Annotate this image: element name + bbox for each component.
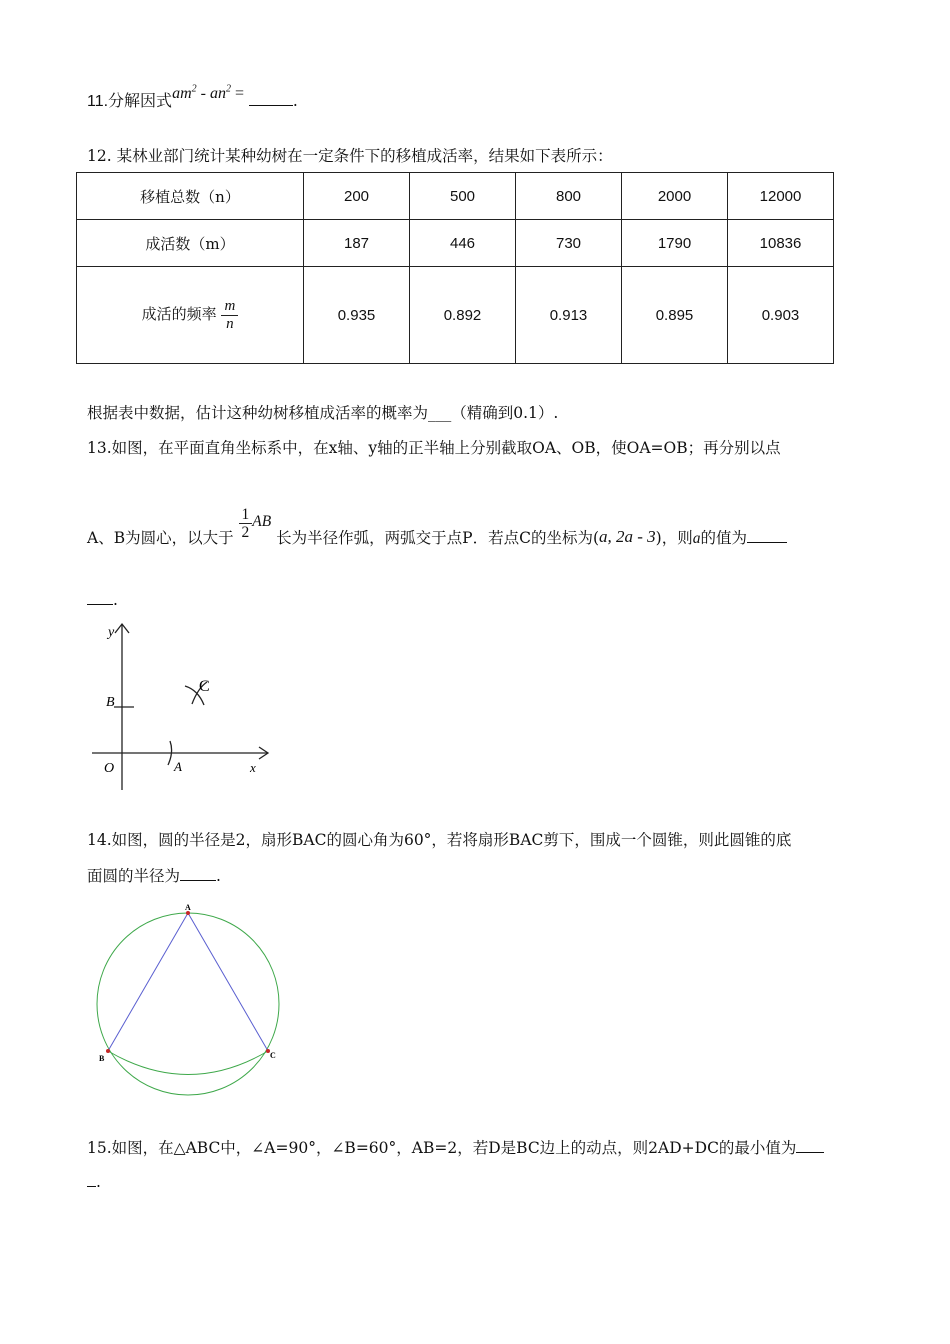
- table-cell: 0.903: [728, 267, 834, 364]
- q13-coord: a, 2a - 3: [599, 526, 656, 546]
- fig-b-label: B: [106, 695, 115, 710]
- table-cell: 1790: [622, 220, 728, 267]
- q13-answer-blank: [747, 528, 787, 543]
- frac-2: 2: [241, 524, 250, 542]
- q11-equals: =: [234, 85, 244, 102]
- q14-figure: [90, 902, 290, 1102]
- table-cell: 0.895: [622, 267, 728, 364]
- q13-figure: [86, 618, 286, 798]
- circle: [97, 913, 279, 1095]
- q12-intro: 12. 某林业部门统计某种幼树在一定条件下的移植成活率，结果如下表所示：: [87, 147, 613, 165]
- q13-line2-b: 长为半径作弧，两弧交于点P．若点C的坐标为(: [276, 528, 599, 547]
- q15-answer-blank-cont: [87, 1172, 96, 1187]
- q11-answer-blank: [249, 91, 293, 106]
- q13-line3: [87, 590, 118, 609]
- frac-1: 1: [239, 506, 253, 524]
- q15-line1: [87, 1136, 824, 1158]
- q13-ab: AB: [252, 512, 272, 530]
- q11-an: an: [209, 85, 226, 102]
- q13-answer-blank-cont: [87, 590, 113, 605]
- table-cell: 446: [410, 220, 516, 267]
- q11-line: [87, 83, 298, 111]
- row2-label: 成活数（m）: [77, 220, 304, 267]
- row3-label: 成活的频率: [141, 305, 217, 323]
- q11-end: .: [292, 92, 298, 110]
- row3-label-cell: [77, 267, 304, 364]
- q11-minus: -: [200, 85, 206, 102]
- q13-line2-a: A、B为圆心，以大于: [87, 528, 234, 547]
- frac-n: n: [226, 315, 234, 332]
- q13-line2: [87, 506, 787, 547]
- table-cell: 500: [410, 173, 516, 220]
- table-row: [77, 267, 834, 364]
- q14-line2-end: .: [216, 867, 221, 885]
- q11-label: 11.分解因式: [87, 93, 173, 110]
- fig-y-label: y: [108, 625, 115, 640]
- q15-answer-blank: [796, 1138, 824, 1153]
- table-cell: 10836: [728, 220, 834, 267]
- fig-c-label: C: [199, 678, 210, 695]
- q14-line1: 14.如图，圆的半径是2，扇形BAC的圆心角为60°，若将扇形BAC剪下，围成一个圆锥，则此圆锥的底: [87, 831, 792, 849]
- fig-c-label: C: [270, 1051, 276, 1060]
- q14-answer-blank: [180, 866, 216, 881]
- q13-fraction: [239, 506, 253, 541]
- table-cell: 0.913: [516, 267, 622, 364]
- q12-table: [76, 172, 834, 364]
- fig-o-label: O: [104, 761, 115, 776]
- sector-sides: [108, 913, 268, 1051]
- q13-var-a: a: [692, 529, 701, 547]
- q15-line2-end: .: [96, 1173, 101, 1191]
- q13-line2-c: )，则: [655, 528, 693, 547]
- fig-a-label: A: [185, 903, 191, 912]
- table-cell: 200: [304, 173, 410, 220]
- row3-fraction: [221, 298, 238, 332]
- q14-line2-text: 面圆的半径为: [87, 867, 181, 885]
- table-cell: 2000: [622, 173, 728, 220]
- q11-am: am: [172, 85, 192, 102]
- table-cell: 187: [304, 220, 410, 267]
- table-row: [77, 220, 834, 267]
- table-cell: 0.935: [304, 267, 410, 364]
- q13-line2-d: 的值为: [700, 528, 747, 547]
- q12-after: 根据表中数据，估计这种幼树移植成活率的概率为___（精确到0.1）.: [87, 404, 559, 422]
- table-cell: 730: [516, 220, 622, 267]
- table-row: [77, 173, 834, 220]
- frac-m: m: [221, 298, 238, 316]
- q11-exp2: 2: [225, 83, 231, 95]
- q13-line1: 13.如图，在平面直角坐标系中，在x轴、y轴的正半轴上分别截取OA、OB，使OA=OB；再分别以点: [87, 439, 781, 457]
- sector-arc: [108, 1051, 268, 1075]
- q15-line2: [87, 1172, 101, 1191]
- q13-line3-end: .: [113, 591, 118, 609]
- table-cell: 12000: [728, 173, 834, 220]
- fig-x-label: x: [250, 760, 256, 775]
- point-b: [106, 1049, 110, 1053]
- q11-exp1: 2: [191, 83, 197, 95]
- table-cell: 0.892: [410, 267, 516, 364]
- q14-line2: [87, 864, 221, 886]
- fig-b-label: B: [99, 1054, 105, 1063]
- fig-a-label: A: [174, 759, 182, 774]
- row1-label: 移植总数（n）: [77, 173, 304, 220]
- q15-line1-text: 15.如图，在△ABC中，∠A=90°，∠B=60°，AB=2，若D是BC边上的动点，则2AD+DC的最小值为: [87, 1139, 797, 1157]
- table-cell: 800: [516, 173, 622, 220]
